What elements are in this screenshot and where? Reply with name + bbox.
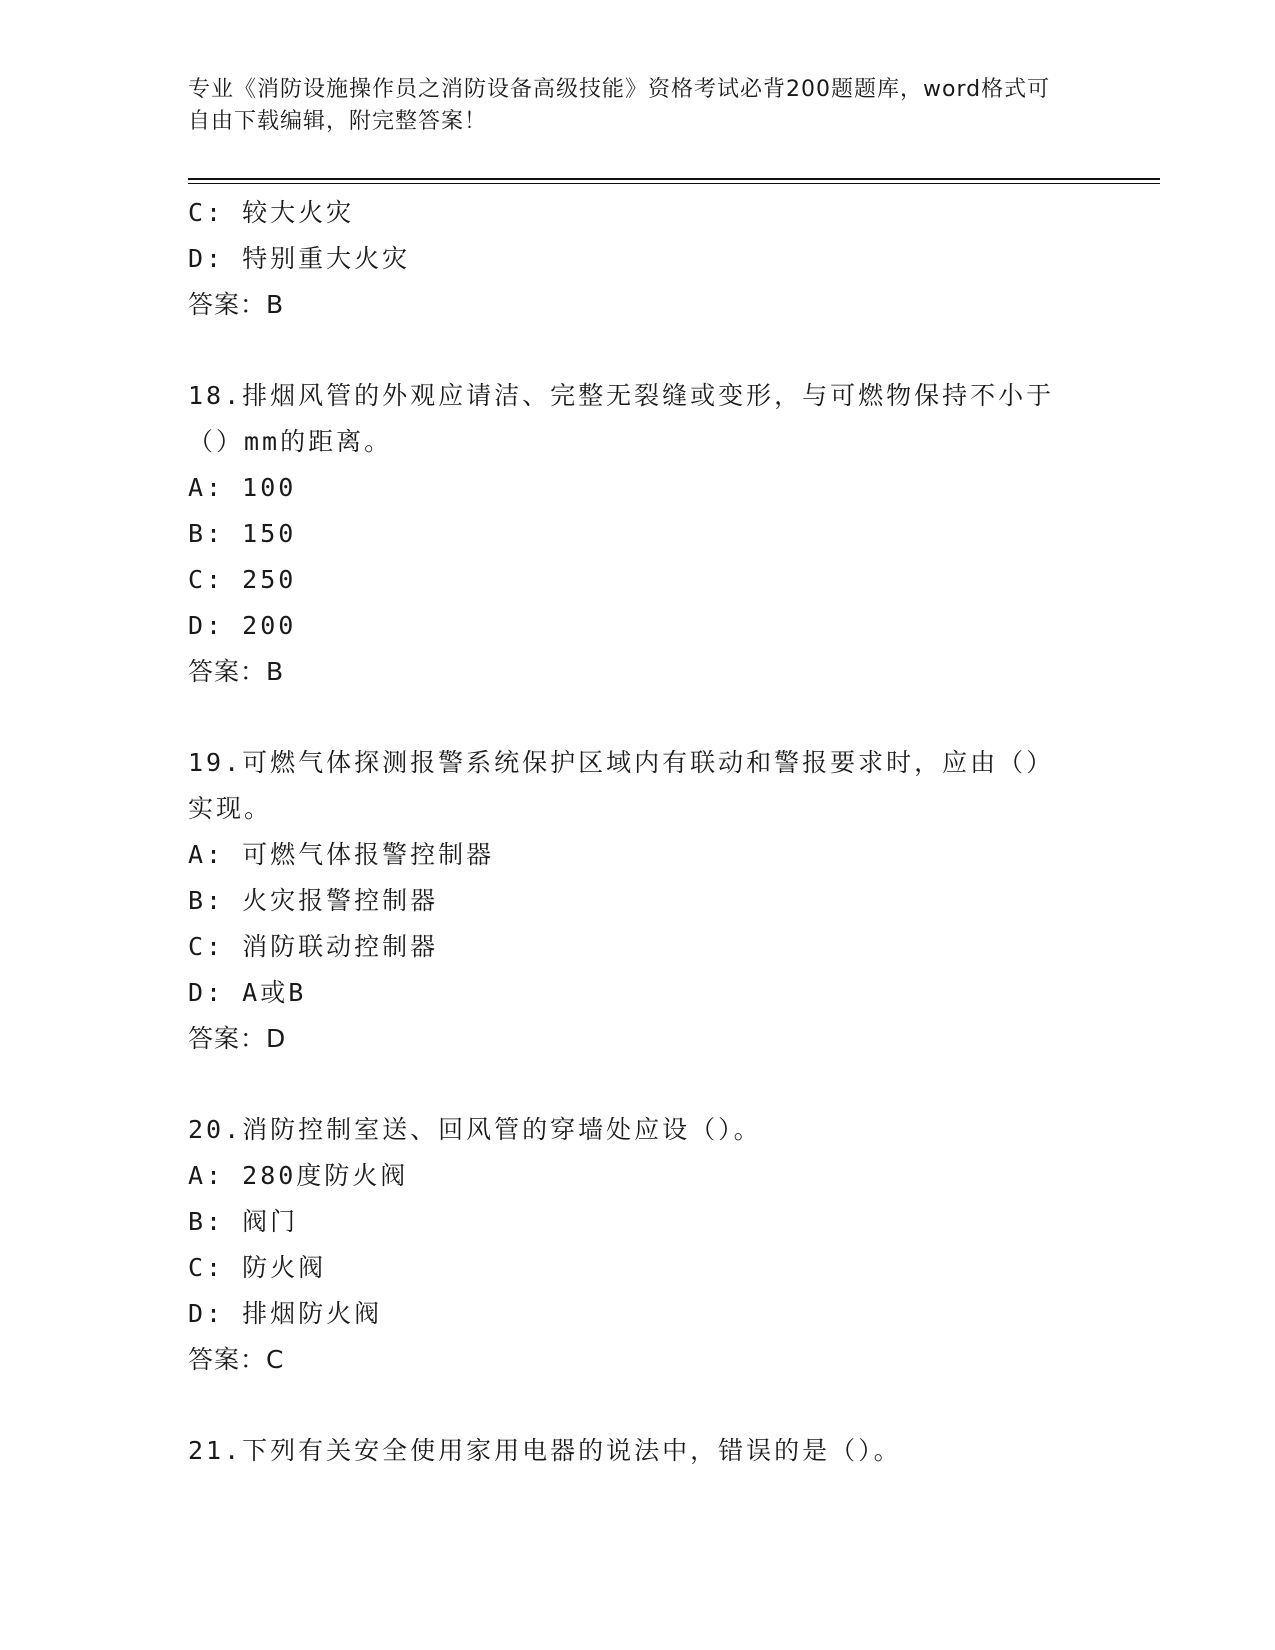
header-rule-thin [188, 183, 1160, 184]
question-list [188, 190, 1108, 1474]
option-b: B: 阀门 [188, 1207, 299, 1236]
question-stem-continued: （）mm的距离。 [188, 427, 393, 456]
answer-line: 答案：B [188, 290, 285, 319]
option-a: A: 可燃气体报警控制器 [188, 840, 495, 869]
option-b: B: 150 [188, 519, 297, 548]
question-17-tail [188, 190, 1108, 328]
question-stem: 20.消防控制室送、回风管的穿墙处应设（）。 [188, 1115, 762, 1144]
document-header: 专业《消防设施操作员之消防设备高级技能》资格考试必背200题题库，word格式可自由下载编辑，附完整答案！ [188, 77, 1051, 134]
question-stem: 19.可燃气体探测报警系统保护区域内有联动和警报要求时，应由（） [188, 748, 1055, 777]
question-20 [188, 1107, 1108, 1383]
option-d: D: 排烟防火阀 [188, 1299, 383, 1328]
header-rule-thick [188, 178, 1160, 180]
question-18 [188, 373, 1108, 695]
option-d: D: 特别重大火灾 [188, 244, 411, 273]
question-19 [188, 740, 1108, 1062]
option-c: C: 消防联动控制器 [188, 932, 439, 961]
question-21 [188, 1428, 1108, 1474]
question-stem: 18.排烟风管的外观应请洁、完整无裂缝或变形，与可燃物保持不小于 [188, 381, 1055, 410]
option-d: D: 200 [188, 611, 297, 640]
option-c: C: 250 [188, 565, 297, 594]
answer-line: 答案：B [188, 657, 285, 686]
question-stem: 21.下列有关安全使用家用电器的说法中，错误的是（）。 [188, 1436, 902, 1465]
option-a: A: 280度防火阀 [188, 1161, 409, 1190]
answer-line: 答案：C [188, 1345, 285, 1374]
option-d: D: A或B [188, 978, 307, 1007]
option-b: B: 火灾报警控制器 [188, 886, 439, 915]
option-a: A: 100 [188, 473, 297, 502]
option-c: C: 防火阀 [188, 1253, 327, 1282]
answer-line: 答案：D [188, 1024, 287, 1053]
question-stem-continued: 实现。 [188, 794, 273, 823]
option-c: C: 较大火灾 [188, 198, 355, 227]
